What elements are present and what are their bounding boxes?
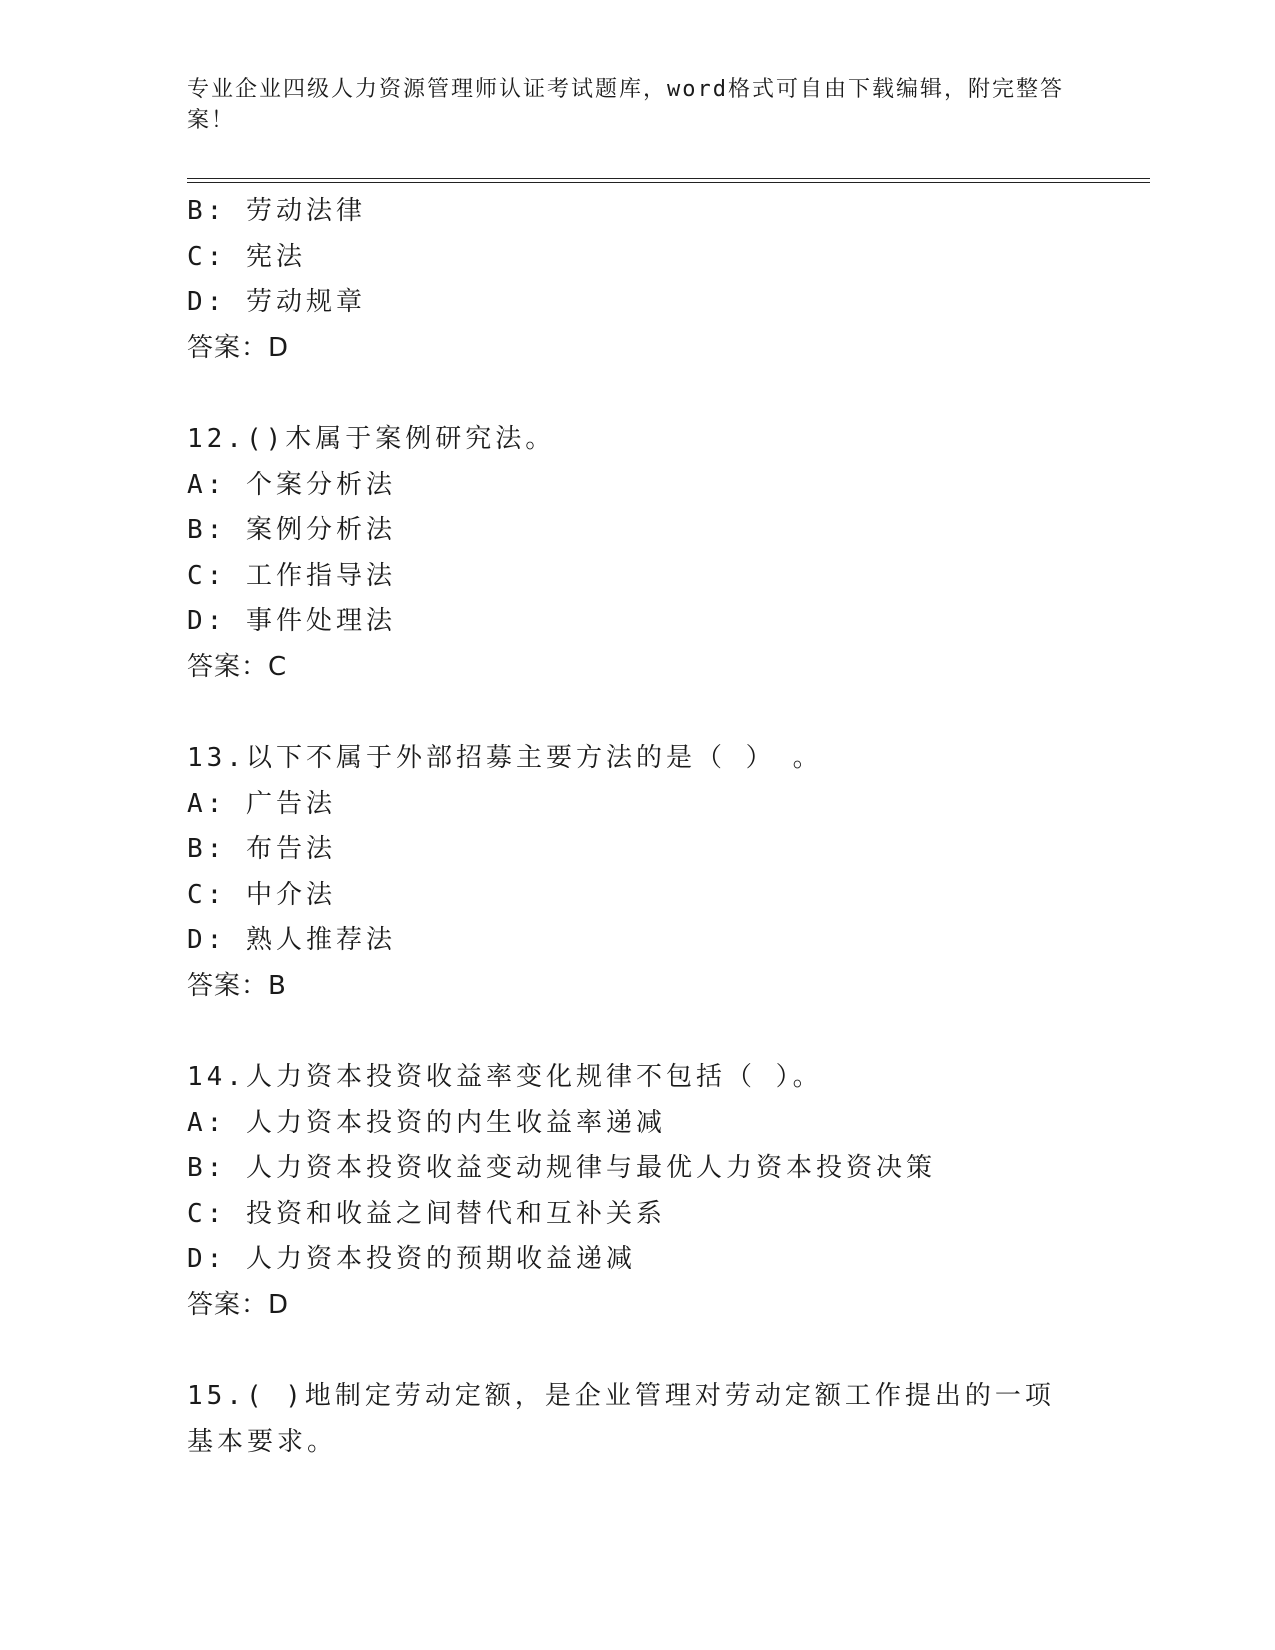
question-15 [187, 1374, 1147, 1465]
option-c: C: 中介法 [187, 879, 336, 910]
document-header: 专业企业四级人力资源管理师认证考试题库，word格式可自由下载编辑，附完整答案！ [187, 77, 1064, 133]
option-c: C: 工作指导法 [187, 560, 396, 591]
option-d: D: 熟人推荐法 [187, 925, 396, 955]
option-b: B: 布告法 [187, 834, 336, 864]
spacer [187, 1328, 1147, 1374]
question-stem: 15.( )地制定劳动定额，是企业管理对劳动定额工作提出的一项基本要求。 [187, 1381, 1055, 1457]
question-14 [187, 1055, 1147, 1328]
answer: 答案：B [187, 970, 287, 1001]
header-divider-bottom [187, 182, 1150, 183]
option-a: A: 广告法 [187, 788, 336, 819]
question-stem: 13.以下不属于外部招募主要方法的是（ ） 。 [187, 743, 823, 773]
question-stem: 14.人力资本投资收益率变化规律不包括（ ）。 [187, 1062, 823, 1092]
answer: 答案：C [187, 651, 288, 682]
option-a: A: 人力资本投资的内生收益率递减 [187, 1107, 666, 1138]
question-stem: 12.()木属于案例研究法。 [187, 424, 556, 454]
option-c: C: 投资和收益之间替代和互补关系 [187, 1198, 666, 1229]
option-d: D: 劳动规章 [187, 287, 366, 317]
option-d: D: 事件处理法 [187, 606, 396, 636]
answer: 答案：D [187, 332, 290, 363]
spacer [187, 1009, 1147, 1055]
header-divider-top [187, 178, 1150, 179]
option-b: B: 人力资本投资收益变动规律与最优人力资本投资决策 [187, 1153, 936, 1183]
question-11-continued [187, 189, 1147, 371]
question-12 [187, 417, 1147, 690]
answer: 答案：D [187, 1289, 290, 1320]
option-b: B: 劳动法律 [187, 196, 366, 226]
option-b: B: 案例分析法 [187, 515, 396, 545]
option-a: A: 个案分析法 [187, 469, 396, 500]
option-d: D: 人力资本投资的预期收益递减 [187, 1244, 636, 1274]
question-13 [187, 736, 1147, 1009]
spacer [187, 371, 1147, 417]
spacer [187, 690, 1147, 736]
option-c: C: 宪法 [187, 241, 306, 272]
question-list [187, 189, 1147, 1465]
